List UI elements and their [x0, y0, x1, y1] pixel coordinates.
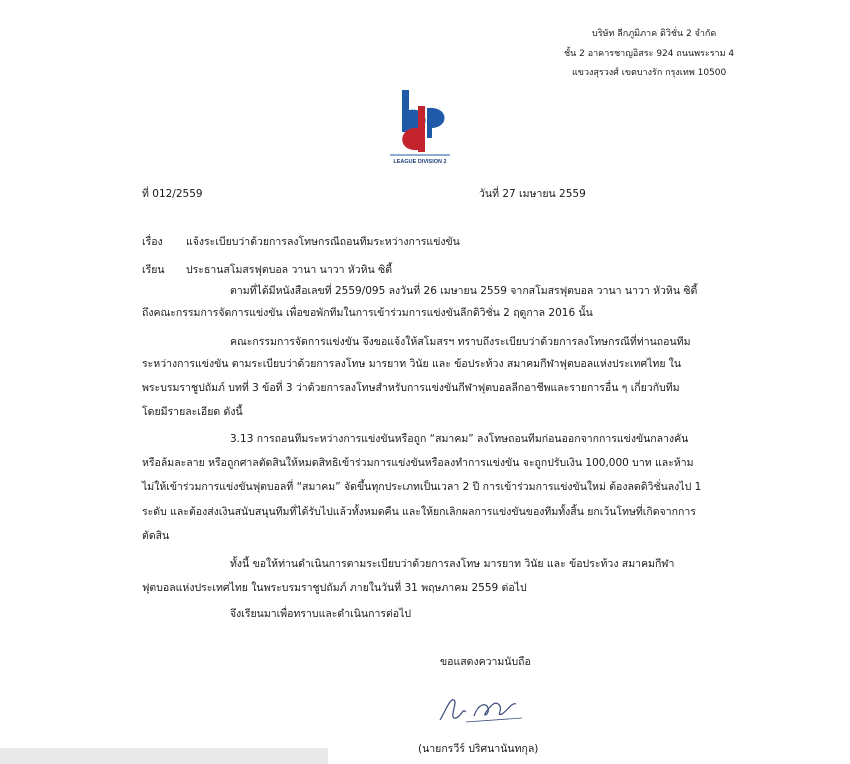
- paragraph-3-line-4: ระดับ และต้องส่งเงินสนับสนุนทีมที่ได้รับไปแล้วทั้งหมดคืน และให้ยกเลิกผลการแข่งขันของทีมทั้งสิ้น ยกเว้นโทษที่เกิดจากการ: [142, 506, 696, 518]
- paragraph-3-line-3: ไม่ให้เข้าร่วมการแข่งขันฟุตบอลที่ “สมาคม” จัดขึ้นทุกประเภทเป็นเวลา 2 ปี การเข้าร่วมการแข่งขันใหม่ ต้องลดดิวิชั่นลงไป 1: [142, 481, 702, 493]
- address-line-2: ชั้น 2 อาคารชาญอิสระ 924 ถนนพระราม 4: [564, 49, 735, 59]
- paragraph-5: จึงเรียนมาเพื่อทราบและดำเนินการต่อไป: [230, 608, 412, 620]
- league-division-2-logo: [388, 88, 452, 166]
- paragraph-2-line-4: โดยมีรายละเอียด ดังนี้: [142, 406, 243, 418]
- paragraph-2-line-1: คณะกรรมการจัดการแข่งขัน จึงขอแจ้งให้สโมสรฯ ทราบถึงระเบียบว่าด้วยการลงโทษกรณีที่ท่านถอนทีม: [230, 336, 691, 348]
- paragraph-2-line-3: พระบรมราชูปถัมภ์ บทที่ 3 ข้อที่ 3 ว่าด้วยการลงโทษสำหรับการแข่งขันกีฬาฟุตบอลลีกอาชีพและรายการอื่น ๆ เกี่ยวกับทีม: [142, 382, 680, 394]
- signature-image: [436, 690, 528, 728]
- paragraph-1-line-1: ตามที่ได้มีหนังสือเลขที่ 2559/095 ลงวันที่ 26 เมษายน 2559 จากสโมสรฟุตบอล วานา นาวา หัวหิน ซิตี้: [230, 285, 698, 297]
- recipient-label: เรียน: [142, 264, 165, 276]
- paragraph-1-line-2: ถึงคณะกรรมการจัดการแข่งขัน เพื่อขอพักทีมในการเข้าร่วมการแข่งขันลีกดิวิชั่น 2 ฤดูกาล 2016 นั้น: [142, 307, 593, 319]
- subject-text: แจ้งระเบียบว่าด้วยการลงโทษกรณีถอนทีมระหว่างการแข่งขัน: [186, 236, 460, 248]
- logo-caption: LEAGUE DIVISION 2: [393, 159, 447, 165]
- recipient-text: ประธานสโมสรฟุตบอล วานา นาวา หัวหิน ซิตี้: [186, 264, 393, 276]
- closing-salutation: ขอแสดงความนับถือ: [440, 656, 531, 668]
- paragraph-4-line-2: ฟุตบอลแห่งประเทศไทย ในพระบรมราชูปถัมภ์ ภายในวันที่ 31 พฤษภาคม 2559 ต่อไป: [142, 582, 527, 594]
- bottom-gray-bar: [0, 748, 328, 764]
- letter-date: วันที่ 27 เมษายน 2559: [479, 188, 586, 200]
- paragraph-4-line-1: ทั้งนี้ ขอให้ท่านดำเนินการตามระเบียบว่าด้วยการลงโทษ มารยาท วินัย และ ข้อประท้วง สมาคมกีฬา: [230, 558, 675, 570]
- paragraph-2-line-2: ระหว่างการแข่งขัน ตามระเบียบว่าด้วยการลงโทษ มารยาท วินัย และ ข้อประท้วง สมาคมกีฬาฟุตบอลแห่งประเทศไทย ใน: [142, 358, 682, 370]
- subject-label: เรื่อง: [142, 236, 163, 248]
- signer-name: (นายกรวีร์ ปริศนานันทกุล): [418, 743, 539, 755]
- paragraph-3-line-1: 3.13 การถอนทีมระหว่างการแข่งขันหรือถูก “สมาคม” ลงโทษถอนทีมก่อนออกจากการแข่งขันกลางคัน: [230, 433, 689, 445]
- address-line-3: แขวงสุรวงศ์ เขตบางรัก กรุงเทพ 10500: [572, 68, 727, 78]
- address-line-1: บริษัท ลีกภูมิภาค ดิวิชั่น 2 จำกัด: [592, 29, 717, 39]
- paragraph-3-line-2: หรือล้มละลาย หรือถูกศาลตัดสินให้หมดสิทธิเข้าร่วมการแข่งขันหรือลงทำการแข่งขัน จะถูกปรับเงิน 100,000 บาท และห้าม: [142, 457, 694, 469]
- reference-number: ที่ 012/2559: [142, 188, 203, 200]
- paragraph-3-line-5: ตัดสิน: [142, 530, 170, 542]
